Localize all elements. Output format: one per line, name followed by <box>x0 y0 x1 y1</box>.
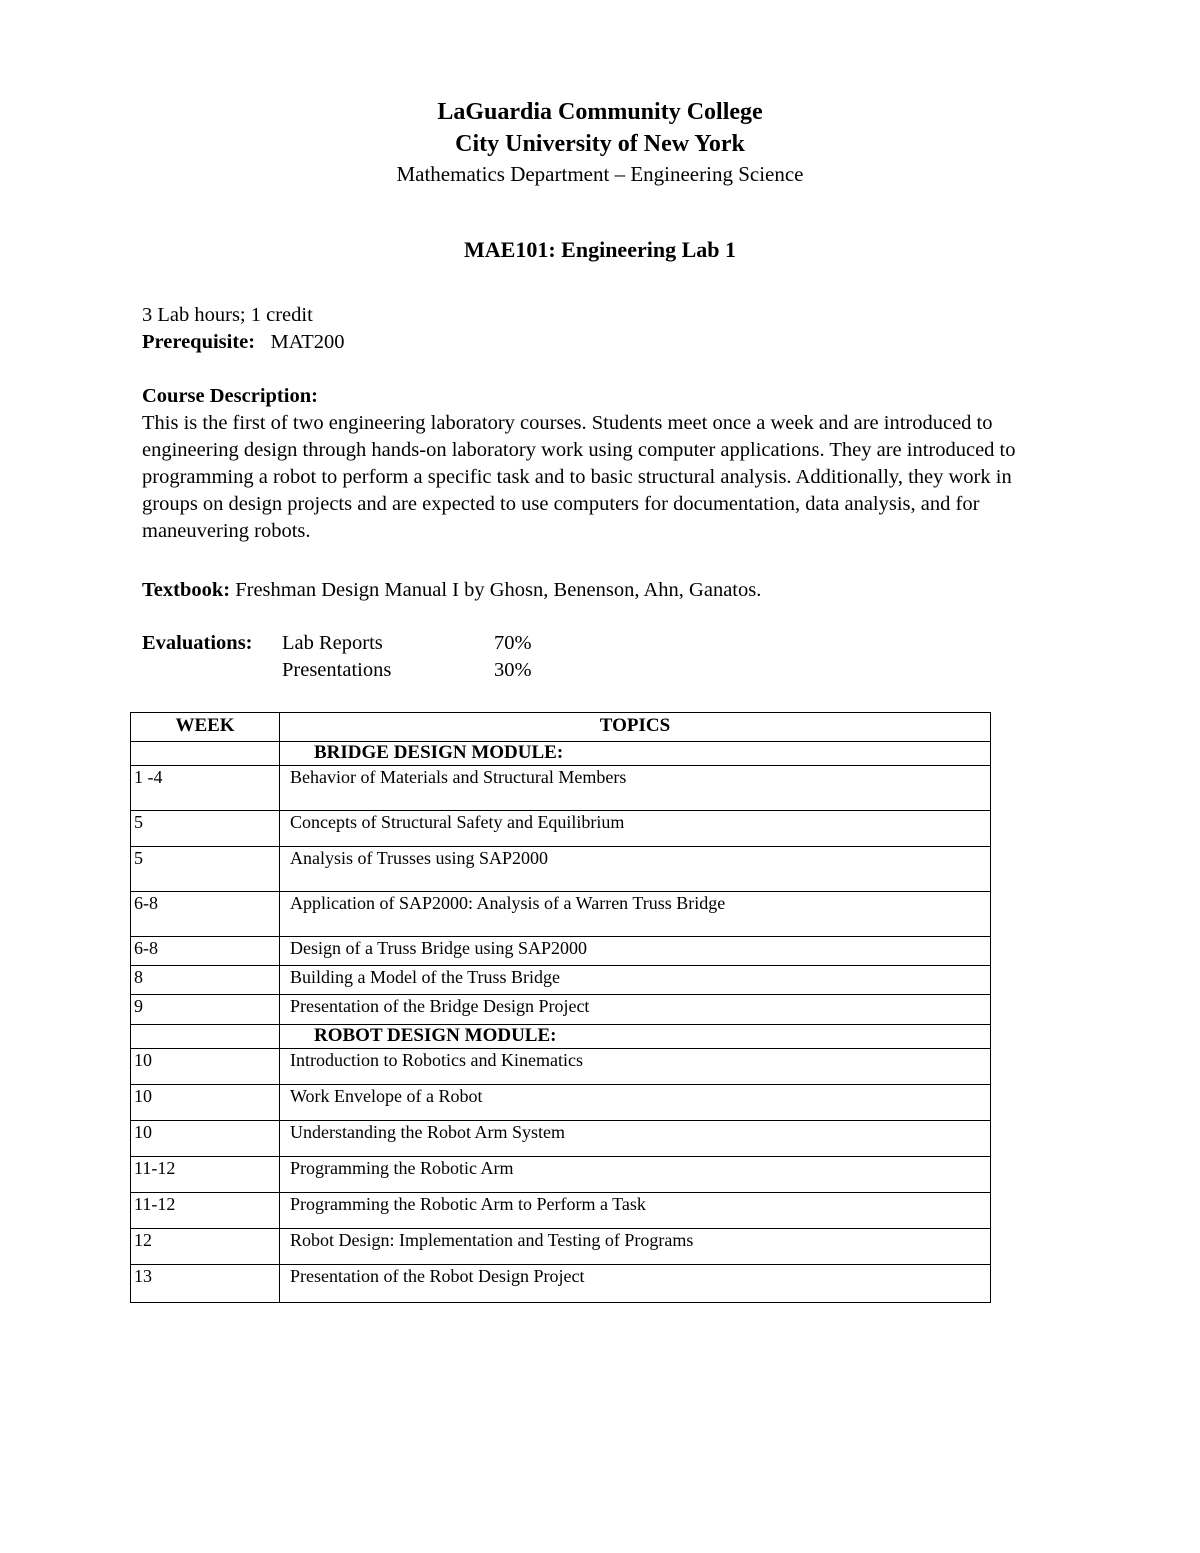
evaluations-label: Evaluations: <box>142 632 253 654</box>
credit-hours: 3 Lab hours; 1 credit <box>142 304 313 326</box>
module-header-row <box>131 1025 991 1049</box>
college-name: LaGuardia Community College <box>437 99 763 125</box>
week-cell: 8 <box>131 966 280 995</box>
topics-table-body <box>131 742 991 1303</box>
textbook <box>142 577 1072 604</box>
table-row <box>131 1049 991 1085</box>
week-cell: 11-12 <box>131 1157 280 1193</box>
week-cell: 5 <box>131 811 280 847</box>
topic-cell: Design of a Truss Bridge using SAP2000 <box>280 937 991 966</box>
week-cell: 6-8 <box>131 892 280 937</box>
week-column-header: WEEK <box>131 713 280 742</box>
topic-cell: Presentation of the Robot Design Project <box>280 1265 991 1303</box>
topic-cell: Behavior of Materials and Structural Members <box>280 766 991 811</box>
table-row <box>131 892 991 937</box>
module-header-row <box>131 742 991 766</box>
evaluation-percent: 30% <box>494 659 532 681</box>
topic-cell: Application of SAP2000: Analysis of a Warren Truss Bridge <box>280 892 991 937</box>
week-cell: 11-12 <box>131 1193 280 1229</box>
topic-cell: Analysis of Trusses using SAP2000 <box>280 847 991 892</box>
prerequisite-label: Prerequisite: <box>142 331 256 353</box>
course-title: MAE101: Engineering Lab 1 <box>464 237 736 262</box>
topic-cell: Building a Model of the Truss Bridge <box>280 966 991 995</box>
table-row <box>131 1085 991 1121</box>
topic-cell: Work Envelope of a Robot <box>280 1085 991 1121</box>
evaluation-row <box>142 630 1072 657</box>
topic-cell: Presentation of the Bridge Design Project <box>280 995 991 1025</box>
prerequisite <box>142 329 1072 356</box>
table-row <box>131 1193 991 1229</box>
table-row <box>131 966 991 995</box>
week-cell: 10 <box>131 1121 280 1157</box>
week-cell: 12 <box>131 1229 280 1265</box>
week-cell: 1 -4 <box>131 766 280 811</box>
university-name: City University of New York <box>455 131 745 157</box>
topic-cell: Programming the Robotic Arm to Perform a Task <box>280 1193 991 1229</box>
week-cell: 10 <box>131 1049 280 1085</box>
evaluation-item: Presentations <box>282 659 392 681</box>
table-row <box>131 1157 991 1193</box>
week-cell: 6-8 <box>131 937 280 966</box>
table-row <box>131 811 991 847</box>
week-cell <box>131 1025 280 1049</box>
week-cell: 9 <box>131 995 280 1025</box>
module-title: BRIDGE DESIGN MODULE: <box>280 742 991 766</box>
table-header-row <box>131 713 991 742</box>
topic-cell: Robot Design: Implementation and Testing of Programs <box>280 1229 991 1265</box>
week-cell: 10 <box>131 1085 280 1121</box>
table-row <box>131 995 991 1025</box>
table-row <box>131 847 991 892</box>
topic-cell: Introduction to Robotics and Kinematics <box>280 1049 991 1085</box>
textbook-value: Freshman Design Manual I by Ghosn, Benenson, Ahn, Ganatos. <box>235 579 762 601</box>
table-row <box>131 1265 991 1303</box>
topic-cell: Programming the Robotic Arm <box>280 1157 991 1193</box>
week-cell <box>131 742 280 766</box>
week-cell: 5 <box>131 847 280 892</box>
course-description-text: This is the first of two engineering laboratory courses. Students meet once a week and are introduced to engineering design through hands-on laboratory work using computer applications. They are introduced to programming a robot to perform a specific task and to basic structural analysis. Additionally, they work in groups on design projects and are expected to use computers for documentation, data analysis, and for maneuvering robots. <box>142 412 1016 542</box>
document-header <box>0 96 1200 188</box>
topic-cell: Concepts of Structural Safety and Equilibrium <box>280 811 991 847</box>
table-row <box>131 766 991 811</box>
table-row <box>131 937 991 966</box>
prerequisite-value: MAT200 <box>270 331 345 353</box>
evaluation-percent: 70% <box>494 632 532 654</box>
topics-column-header: TOPICS <box>280 713 991 742</box>
textbook-label: Textbook: <box>142 579 231 601</box>
evaluation-item: Lab Reports <box>282 632 383 654</box>
module-title: ROBOT DESIGN MODULE: <box>280 1025 991 1049</box>
topic-cell: Understanding the Robot Arm System <box>280 1121 991 1157</box>
table-row <box>131 1229 991 1265</box>
topics-table <box>130 712 991 1303</box>
department-name: Mathematics Department – Engineering Science <box>396 162 804 186</box>
course-description-label: Course Description: <box>142 385 318 407</box>
evaluation-row <box>142 657 1072 684</box>
table-row <box>131 1121 991 1157</box>
week-cell: 13 <box>131 1265 280 1303</box>
evaluations <box>142 630 1072 684</box>
